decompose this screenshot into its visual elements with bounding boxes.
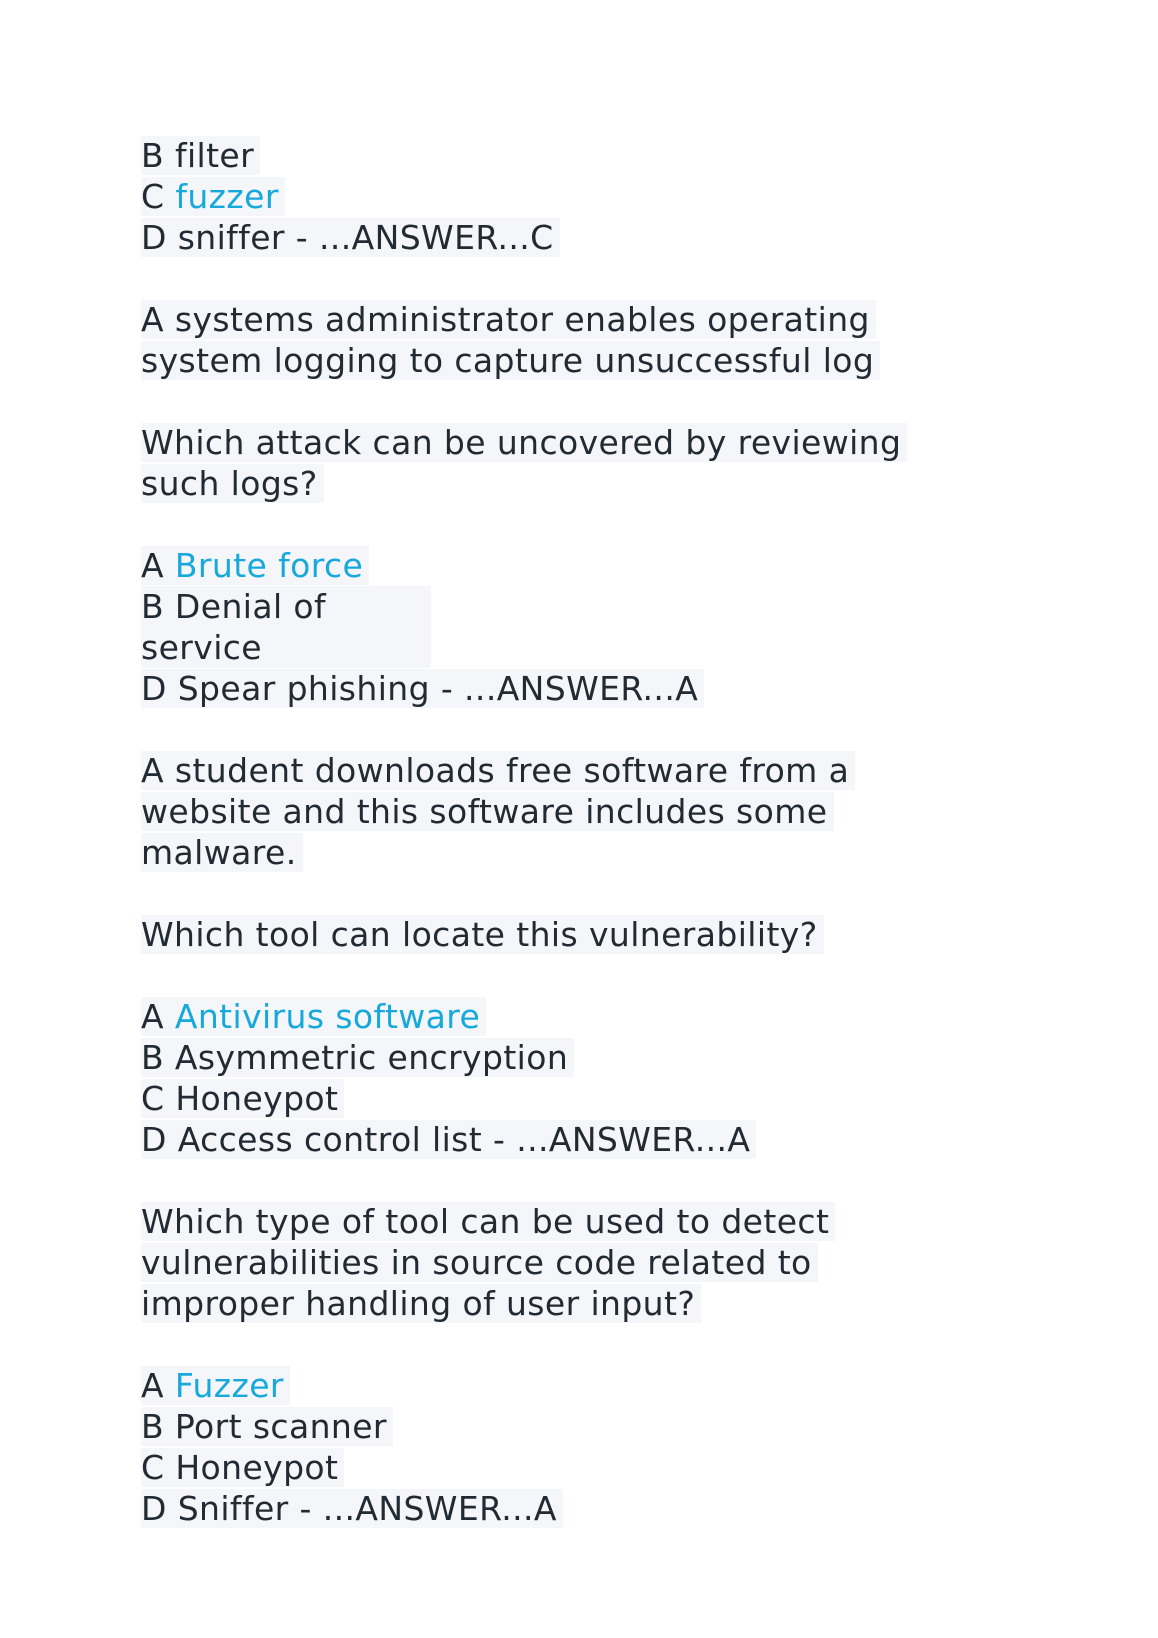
question-text-line: Which tool can locate this vulnerability?	[141, 914, 1021, 955]
option-d-answer-line	[141, 217, 1021, 258]
option-a-line	[141, 545, 1021, 586]
question-text-line: improper handling of user input?	[141, 1283, 1021, 1324]
question-text-line: Which type of tool can be used to detect	[141, 1201, 1021, 1242]
question-stem-line: A student downloads free software from a	[141, 750, 1021, 791]
option-b-line: B Asymmetric encryption	[141, 1037, 1021, 1078]
document-page	[141, 135, 1021, 1529]
option-letter: D	[141, 218, 167, 257]
option-letter: A	[141, 997, 164, 1036]
question-text-line: Which attack can be uncovered by reviewing	[141, 422, 1021, 463]
option-text: service	[141, 628, 263, 667]
option-text: filter	[174, 136, 255, 175]
option-b-line	[141, 586, 1021, 668]
question-stem-line: website and this software includes some	[141, 791, 1021, 832]
option-letter: B	[141, 136, 165, 175]
option-d-answer-line: D Sniffer - ...ANSWER...A	[141, 1488, 1021, 1529]
option-b-line	[141, 135, 1021, 176]
brute-force-link[interactable]: Brute force	[174, 546, 364, 585]
option-d-answer-line: D Spear phishing - ...ANSWER...A	[141, 668, 1021, 709]
option-letter: C	[141, 177, 165, 216]
antivirus-software-link[interactable]: Antivirus software	[174, 997, 481, 1036]
option-a-line	[141, 1365, 1021, 1406]
fuzzer-link[interactable]: fuzzer	[175, 177, 279, 216]
option-text: B Denial of	[141, 587, 327, 626]
option-c-line: C Honeypot	[141, 1447, 1021, 1488]
question-stem-line: malware.	[141, 832, 1021, 873]
question-text-line: vulnerabilities in source code related to	[141, 1242, 1021, 1283]
fuzzer-link[interactable]: Fuzzer	[174, 1366, 284, 1405]
option-letter: A	[141, 1366, 164, 1405]
option-b-line: B Port scanner	[141, 1406, 1021, 1447]
question-text-line: such logs?	[141, 463, 1021, 504]
option-c-line: C Honeypot	[141, 1078, 1021, 1119]
option-text: sniffer - ...ANSWER...C	[177, 218, 554, 257]
option-letter: A	[141, 546, 164, 585]
option-d-answer-line: D Access control list - ...ANSWER...A	[141, 1119, 1021, 1160]
option-c-line	[141, 176, 1021, 217]
option-a-line	[141, 996, 1021, 1037]
question-stem-line: A systems administrator enables operating	[141, 299, 1021, 340]
question-stem-line: system logging to capture unsuccessful log	[141, 340, 1021, 381]
